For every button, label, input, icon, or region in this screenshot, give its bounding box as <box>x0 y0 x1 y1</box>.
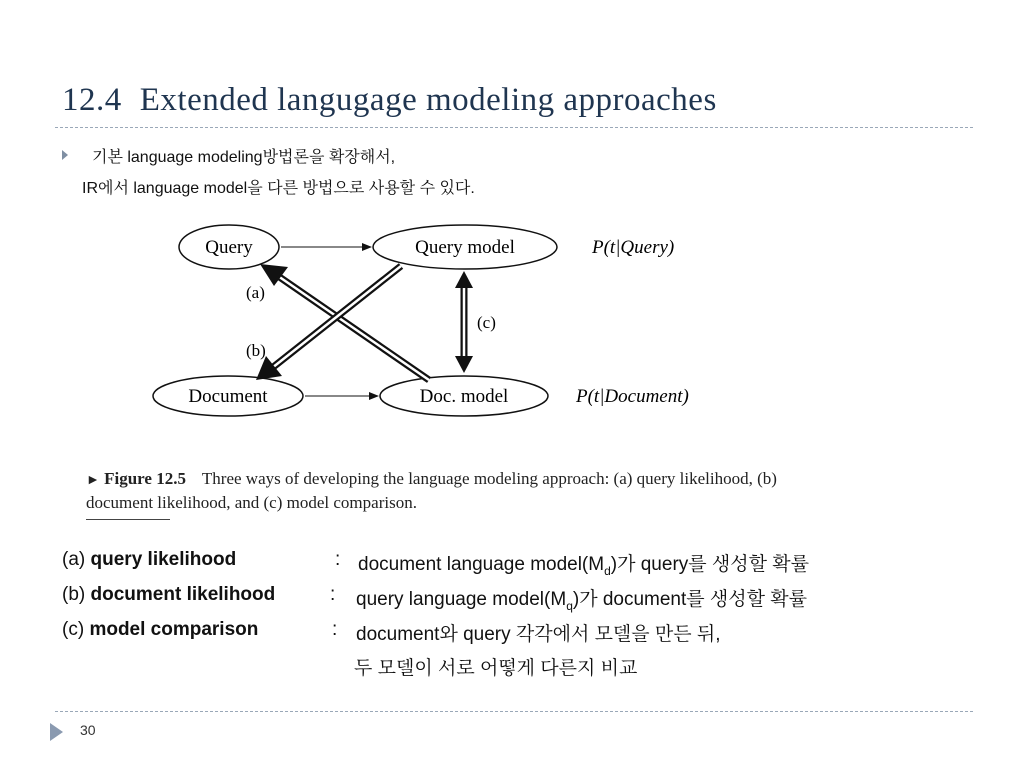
caption-underline <box>86 519 170 520</box>
caption-text: Three ways of developing the language modeling approach: (a) query likelihood, (b) document likelihood, and (c) model comparison. <box>86 469 777 512</box>
definition-sep: : <box>330 584 336 605</box>
caption-marker-icon: ► <box>86 473 100 488</box>
definition-tag: (c) <box>62 619 85 640</box>
page-triangle-icon <box>50 723 63 741</box>
definition-term: document likelihood <box>90 584 276 605</box>
definition-tag: (b) <box>62 584 86 605</box>
arrow-a <box>260 264 429 380</box>
prob-query-label: P(t|Query) <box>592 237 675 258</box>
bullet-triangle-icon <box>62 150 68 160</box>
definition-sep: : <box>335 549 341 570</box>
figure-caption <box>86 468 806 514</box>
title-divider <box>55 127 973 128</box>
section-number: 12.4 <box>62 82 122 118</box>
bullet-text-line-2: IR에서 language model을 다른 방법으로 사용할 수 있다. <box>82 180 475 197</box>
definition-term: query likelihood <box>90 549 237 570</box>
language-model-diagram <box>150 220 750 420</box>
definition-tag: (a) <box>62 549 86 570</box>
prob-document-label: P(t|Document) <box>576 386 689 407</box>
definition-row-c <box>62 619 721 645</box>
definition-desc: query language $model(M_q)$가 document를 생성할 확률 <box>356 589 807 613</box>
slide-title <box>62 82 717 119</box>
arrow-c <box>455 271 473 373</box>
node-query-model-label: Query model <box>415 237 515 258</box>
definition-desc: document와 query 각각에서 모델을 만든 뒤, <box>356 624 721 645</box>
arrow-b <box>256 266 401 380</box>
definition-row-b <box>62 584 807 613</box>
title-text: Extended langugage modeling approaches <box>139 82 717 118</box>
definition-row-a <box>62 549 809 578</box>
node-document-label: Document <box>188 386 268 407</box>
bullet-text-line-1: 기본 language modeling방법론을 확장해서, <box>92 149 396 166</box>
definition-sep: : <box>332 619 338 640</box>
edge-label-b: (b) <box>246 341 266 360</box>
definition-term: model comparison <box>89 619 259 640</box>
page-number: 30 <box>80 722 96 738</box>
edge-label-a: (a) <box>246 283 265 302</box>
footer-divider <box>55 711 973 712</box>
edge-label-c: (c) <box>477 313 496 332</box>
node-query-label: Query <box>205 237 253 258</box>
node-doc-model-label: Doc. model <box>419 386 509 407</box>
caption-figure-number: Figure 12.5 <box>104 469 186 488</box>
definition-desc: document language $model(M_d)$가 query를 생성할 확률 <box>358 554 809 578</box>
